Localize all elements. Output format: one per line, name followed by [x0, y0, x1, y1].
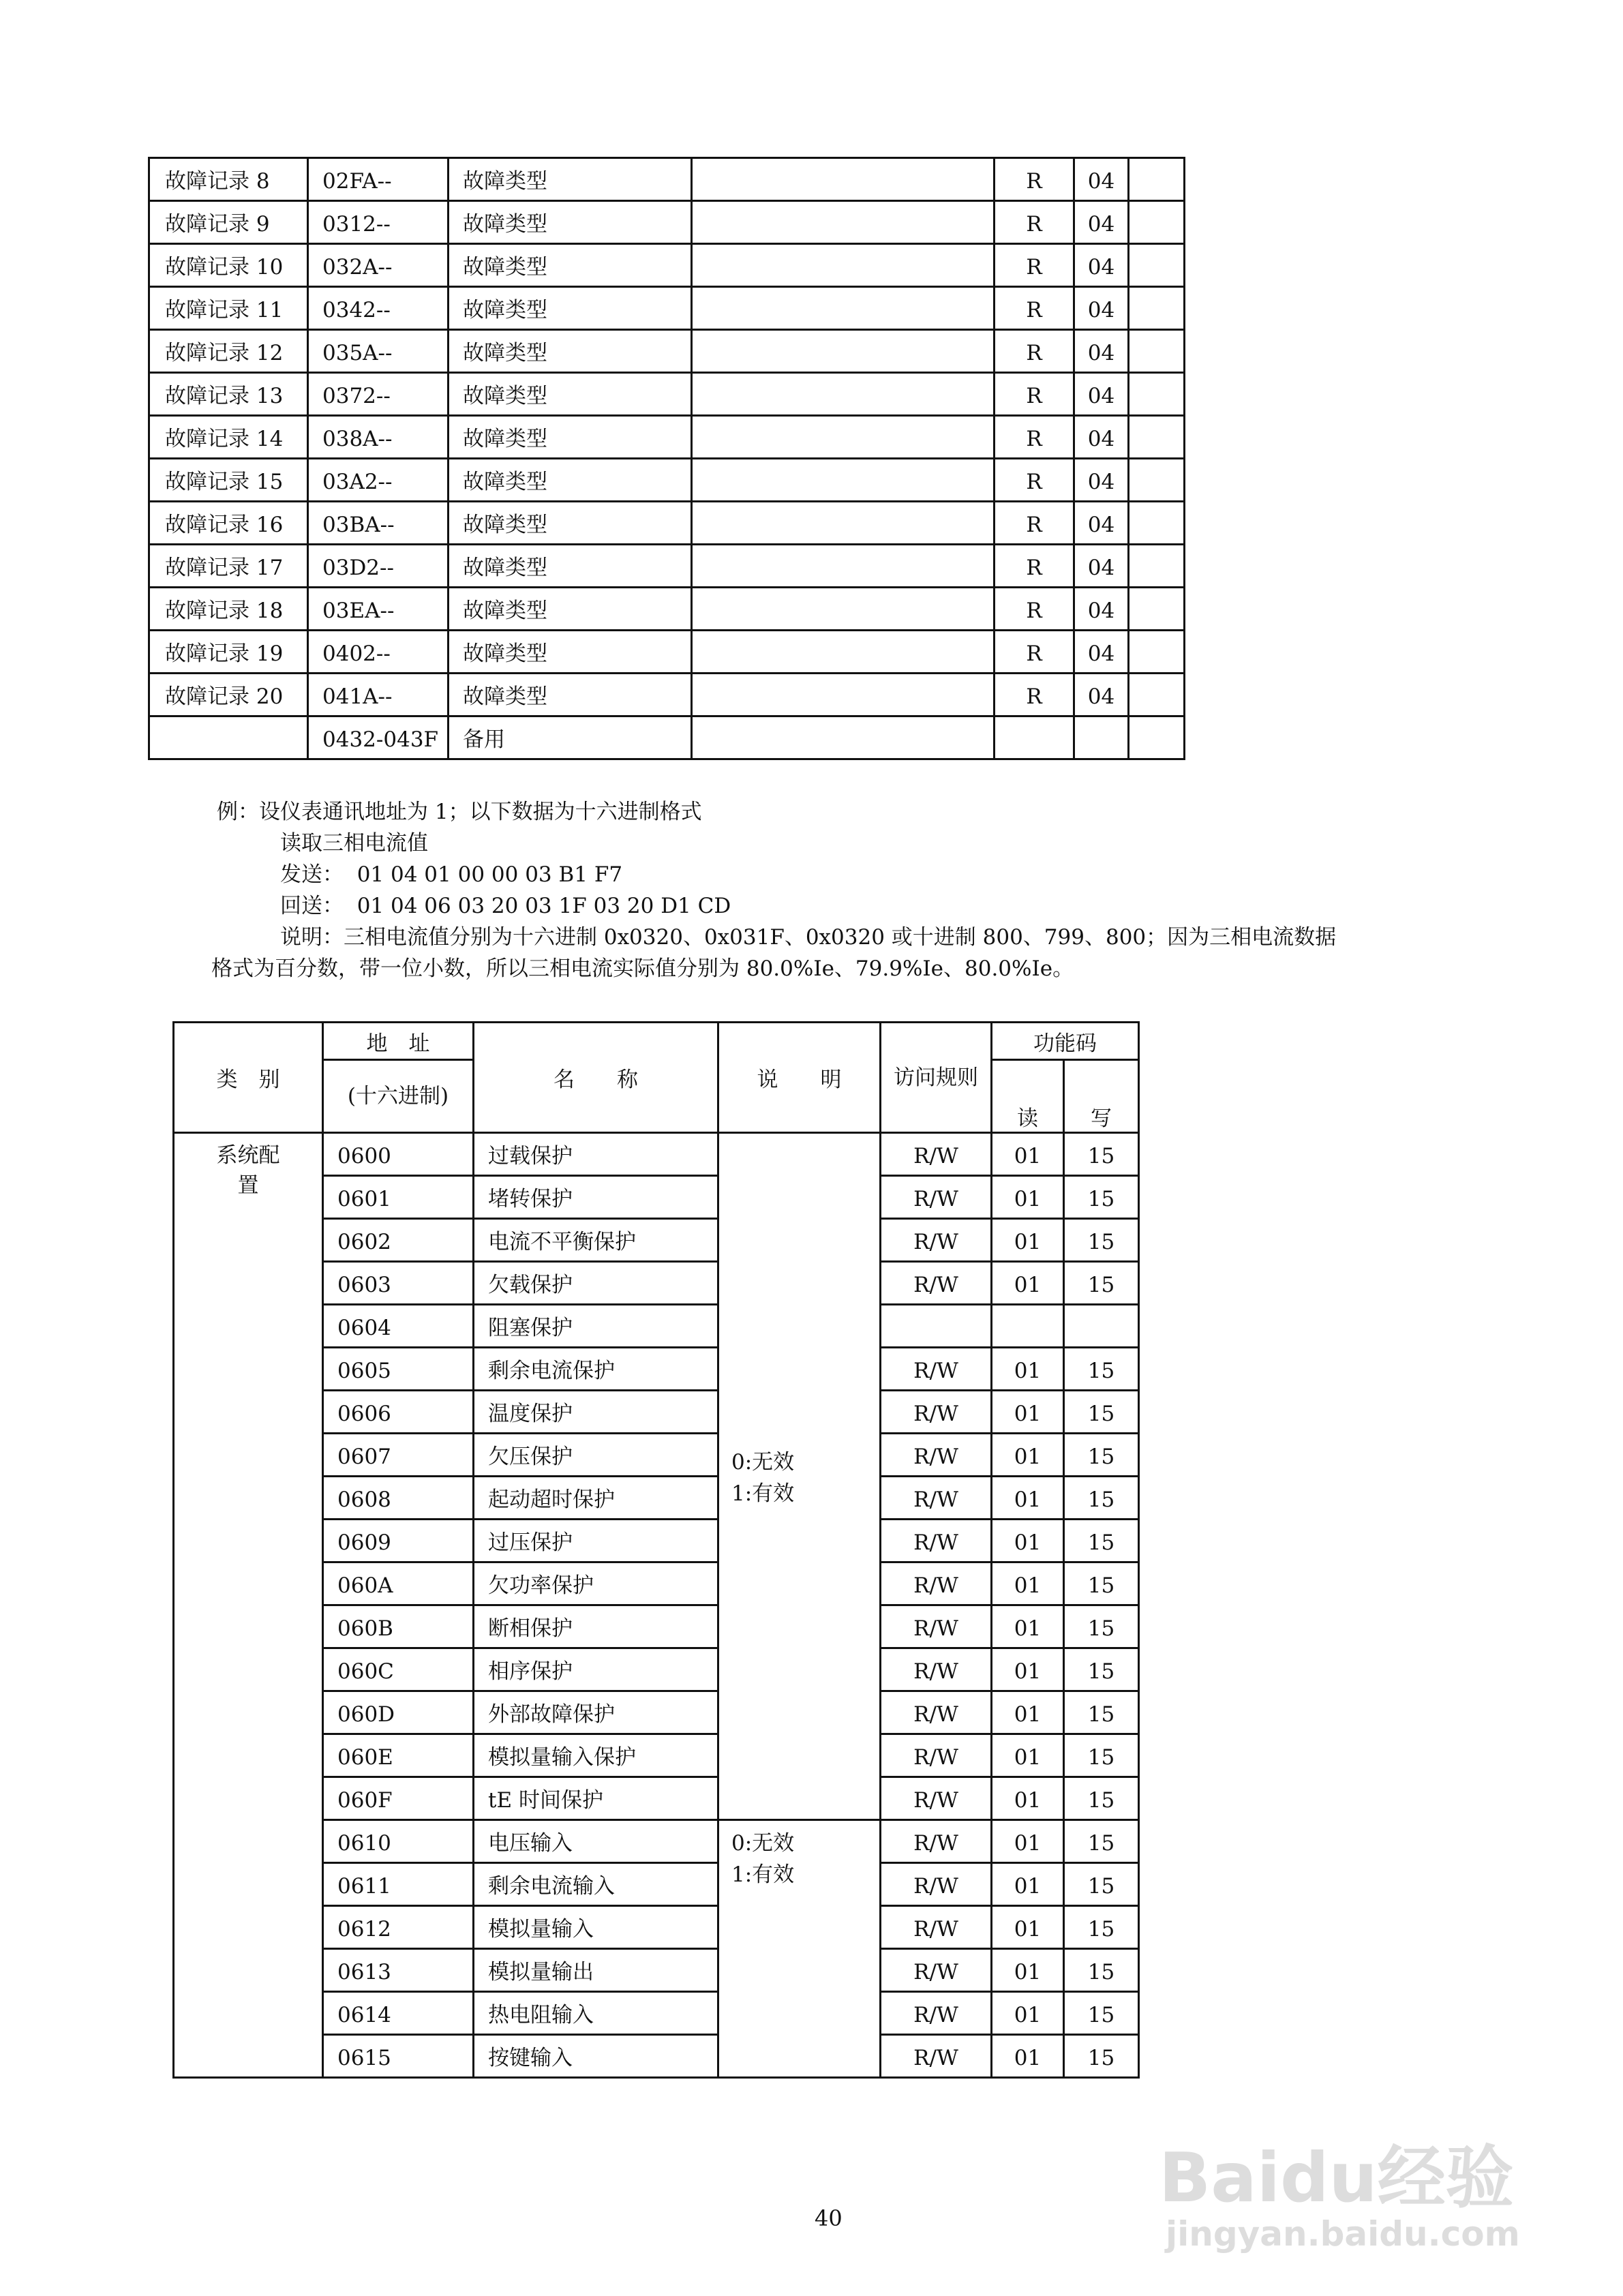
address: 060C — [323, 1648, 474, 1691]
access: R/W — [881, 1992, 992, 2035]
write-code — [1129, 373, 1185, 416]
name: 故障类型 — [449, 588, 692, 631]
read-code: 01 — [992, 1176, 1064, 1219]
description — [692, 459, 995, 502]
record-name: 故障记录 17 — [149, 545, 308, 588]
description — [692, 631, 995, 674]
description — [692, 502, 995, 545]
read-code: 04 — [1074, 502, 1129, 545]
read-code: 04 — [1074, 545, 1129, 588]
write-code — [1129, 244, 1185, 287]
access: R — [995, 373, 1074, 416]
note-line: 发送： 01 04 01 00 00 03 B1 F7 — [280, 862, 623, 887]
access: R — [995, 588, 1074, 631]
fault-record-table — [148, 157, 1185, 760]
note-line: 格式为百分数，带一位小数，所以三相电流实际值分别为 80.0%Ie、79.9%Ie、80.0%Ie。 — [211, 956, 1074, 981]
write-code — [1129, 459, 1185, 502]
read-code: 01 — [992, 1691, 1064, 1734]
address: 0611 — [323, 1863, 474, 1906]
access: R — [995, 201, 1074, 244]
access: R/W — [881, 1434, 992, 1477]
table-row — [149, 631, 1185, 674]
write-code — [1129, 716, 1185, 759]
read-code: 04 — [1074, 631, 1129, 674]
read-code: 04 — [1074, 459, 1129, 502]
write-code: 15 — [1064, 1391, 1139, 1434]
description — [692, 416, 995, 459]
access: R/W — [881, 1133, 992, 1176]
address: 0605 — [323, 1348, 474, 1391]
address: 032A-- — [308, 244, 449, 287]
write-code — [1129, 201, 1185, 244]
record-name: 故障记录 16 — [149, 502, 308, 545]
address: 0312-- — [308, 201, 449, 244]
write-code — [1129, 416, 1185, 459]
access: R/W — [881, 1477, 992, 1520]
access: R/W — [881, 1648, 992, 1691]
access: R — [995, 502, 1074, 545]
header-address-sub: (十六进制) — [323, 1060, 474, 1133]
name: tE 时间保护 — [474, 1777, 718, 1820]
table-row — [149, 287, 1185, 330]
name: 备用 — [449, 716, 692, 759]
access: R/W — [881, 1691, 992, 1734]
address: 060D — [323, 1691, 474, 1734]
read-code: 04 — [1074, 158, 1129, 201]
name: 故障类型 — [449, 158, 692, 201]
read-code: 01 — [992, 1992, 1064, 2035]
write-code: 15 — [1064, 1949, 1139, 1992]
access: R/W — [881, 1219, 992, 1262]
address: 0601 — [323, 1176, 474, 1219]
read-code: 01 — [992, 1477, 1064, 1520]
description — [692, 545, 995, 588]
read-code: 01 — [992, 1391, 1064, 1434]
name: 欠载保护 — [474, 1262, 718, 1305]
name: 模拟量输出 — [474, 1949, 718, 1992]
write-code: 15 — [1064, 1691, 1139, 1734]
table-row — [149, 416, 1185, 459]
name: 过载保护 — [474, 1133, 718, 1176]
write-code: 15 — [1064, 1219, 1139, 1262]
access: R/W — [881, 1777, 992, 1820]
watermark-brand: Baidu经验 — [1159, 2138, 1514, 2218]
record-name: 故障记录 12 — [149, 330, 308, 373]
table-row — [149, 244, 1185, 287]
table-row — [149, 716, 1185, 759]
name: 故障类型 — [449, 244, 692, 287]
address: 060A — [323, 1562, 474, 1605]
address: 0600 — [323, 1133, 474, 1176]
name: 故障类型 — [449, 373, 692, 416]
name: 断相保护 — [474, 1605, 718, 1648]
name: 故障类型 — [449, 502, 692, 545]
address: 03EA-- — [308, 588, 449, 631]
address: 0608 — [323, 1477, 474, 1520]
read-code: 01 — [992, 1734, 1064, 1777]
read-code: 01 — [992, 1863, 1064, 1906]
read-code: 01 — [992, 1777, 1064, 1820]
name: 故障类型 — [449, 631, 692, 674]
read-code: 01 — [992, 1562, 1064, 1605]
header-write: 写 — [1064, 1060, 1139, 1133]
access — [881, 1305, 992, 1348]
header-access: 访问规则 — [881, 1023, 992, 1133]
write-code — [1129, 502, 1185, 545]
address: 03BA-- — [308, 502, 449, 545]
table-row — [149, 373, 1185, 416]
record-name: 故障记录 8 — [149, 158, 308, 201]
access: R — [995, 158, 1074, 201]
address: 035A-- — [308, 330, 449, 373]
read-code: 04 — [1074, 201, 1129, 244]
access: R/W — [881, 1949, 992, 1992]
address: 0603 — [323, 1262, 474, 1305]
address: 041A-- — [308, 674, 449, 716]
address: 0615 — [323, 2035, 474, 2078]
description — [692, 201, 995, 244]
description: 0:无效 1:有效 — [718, 1133, 881, 1820]
system-config-table — [172, 1021, 1140, 2079]
read-code: 04 — [1074, 244, 1129, 287]
address: 038A-- — [308, 416, 449, 459]
name: 电流不平衡保护 — [474, 1219, 718, 1262]
description — [692, 373, 995, 416]
access: R — [995, 459, 1074, 502]
access: R/W — [881, 1906, 992, 1949]
address: 0607 — [323, 1434, 474, 1477]
read-code — [1074, 716, 1129, 759]
name: 欠功率保护 — [474, 1562, 718, 1605]
table-row — [174, 1133, 1139, 1176]
access — [995, 716, 1074, 759]
write-code: 15 — [1064, 1734, 1139, 1777]
note-line: 说明：三相电流值分别为十六进制 0x0320、0x031F、0x0320 或十进制 800、799、800；因为三相电流数据 — [280, 925, 1337, 950]
write-code — [1129, 287, 1185, 330]
access: R — [995, 545, 1074, 588]
address: 0432-043F — [308, 716, 449, 759]
record-name: 故障记录 11 — [149, 287, 308, 330]
write-code — [1129, 588, 1185, 631]
write-code: 15 — [1064, 1176, 1139, 1219]
table-row — [149, 201, 1185, 244]
access: R — [995, 244, 1074, 287]
description — [692, 244, 995, 287]
address: 0602 — [323, 1219, 474, 1262]
address: 03D2-- — [308, 545, 449, 588]
write-code — [1129, 330, 1185, 373]
access: R/W — [881, 1176, 992, 1219]
name: 故障类型 — [449, 674, 692, 716]
name: 热电阻输入 — [474, 1992, 718, 2035]
access: R — [995, 416, 1074, 459]
read-code: 04 — [1074, 373, 1129, 416]
address: 0402-- — [308, 631, 449, 674]
write-code: 15 — [1064, 1648, 1139, 1691]
write-code: 15 — [1064, 1863, 1139, 1906]
access: R/W — [881, 1262, 992, 1305]
access: R/W — [881, 1520, 992, 1562]
access: R/W — [881, 1348, 992, 1391]
name: 电压输入 — [474, 1820, 718, 1863]
example-note — [211, 796, 1337, 984]
read-code: 04 — [1074, 588, 1129, 631]
name: 剩余电流保护 — [474, 1348, 718, 1391]
name: 温度保护 — [474, 1391, 718, 1434]
address: 03A2-- — [308, 459, 449, 502]
header-category: 类 别 — [174, 1023, 323, 1133]
address: 0604 — [323, 1305, 474, 1348]
access: R/W — [881, 1863, 992, 1906]
name: 剩余电流输入 — [474, 1863, 718, 1906]
record-name: 故障记录 13 — [149, 373, 308, 416]
description — [692, 674, 995, 716]
watermark-url: jingyan.baidu.com — [1166, 2214, 1520, 2254]
read-code: 04 — [1074, 287, 1129, 330]
header-read: 读 — [992, 1060, 1064, 1133]
name: 相序保护 — [474, 1648, 718, 1691]
note-line: 例：设仪表通讯地址为 1；以下数据为十六进制格式 — [217, 800, 702, 824]
name: 堵转保护 — [474, 1176, 718, 1219]
read-code: 01 — [992, 1605, 1064, 1648]
header-address: 地 址 — [323, 1023, 474, 1060]
record-name: 故障记录 15 — [149, 459, 308, 502]
access: R — [995, 287, 1074, 330]
access: R/W — [881, 1562, 992, 1605]
record-name: 故障记录 19 — [149, 631, 308, 674]
description — [692, 330, 995, 373]
read-code — [992, 1305, 1064, 1348]
header-desc: 说 明 — [718, 1023, 881, 1133]
table-row — [149, 545, 1185, 588]
name: 模拟量输入 — [474, 1906, 718, 1949]
write-code: 15 — [1064, 1133, 1139, 1176]
access: R/W — [881, 1734, 992, 1777]
name: 故障类型 — [449, 330, 692, 373]
read-code: 01 — [992, 1906, 1064, 1949]
access: R — [995, 631, 1074, 674]
record-name: 故障记录 20 — [149, 674, 308, 716]
write-code: 15 — [1064, 1477, 1139, 1520]
write-code — [1129, 631, 1185, 674]
read-code: 01 — [992, 1648, 1064, 1691]
name: 故障类型 — [449, 459, 692, 502]
name: 模拟量输入保护 — [474, 1734, 718, 1777]
access: R/W — [881, 2035, 992, 2078]
access: R — [995, 674, 1074, 716]
name: 故障类型 — [449, 545, 692, 588]
address: 0372-- — [308, 373, 449, 416]
name: 按键输入 — [474, 2035, 718, 2078]
table-row — [149, 502, 1185, 545]
address: 0606 — [323, 1391, 474, 1434]
name: 起动超时保护 — [474, 1477, 718, 1520]
name: 欠压保护 — [474, 1434, 718, 1477]
write-code — [1129, 674, 1185, 716]
write-code: 15 — [1064, 1562, 1139, 1605]
read-code: 01 — [992, 1520, 1064, 1562]
write-code: 15 — [1064, 1820, 1139, 1863]
read-code: 01 — [992, 1820, 1064, 1863]
write-code: 15 — [1064, 1777, 1139, 1820]
access: R — [995, 330, 1074, 373]
access: R/W — [881, 1820, 992, 1863]
address: 060E — [323, 1734, 474, 1777]
name: 外部故障保护 — [474, 1691, 718, 1734]
record-name: 故障记录 14 — [149, 416, 308, 459]
write-code — [1129, 158, 1185, 201]
write-code — [1129, 545, 1185, 588]
write-code: 15 — [1064, 1605, 1139, 1648]
write-code: 15 — [1064, 2035, 1139, 2078]
header-name: 名 称 — [474, 1023, 718, 1133]
address: 0342-- — [308, 287, 449, 330]
write-code: 15 — [1064, 1520, 1139, 1562]
read-code: 01 — [992, 1949, 1064, 1992]
note-line: 回送： 01 04 06 03 20 03 1F 03 20 D1 CD — [280, 894, 731, 918]
address: 060B — [323, 1605, 474, 1648]
record-name: 故障记录 9 — [149, 201, 308, 244]
page-number: 40 — [815, 2205, 843, 2231]
record-name: 故障记录 10 — [149, 244, 308, 287]
read-code: 04 — [1074, 330, 1129, 373]
description — [692, 287, 995, 330]
record-name — [149, 716, 308, 759]
table-row — [149, 674, 1185, 716]
write-code: 15 — [1064, 1906, 1139, 1949]
read-code: 04 — [1074, 416, 1129, 459]
table-row — [149, 459, 1185, 502]
read-code: 04 — [1074, 674, 1129, 716]
header-funcode: 功能码 — [992, 1023, 1139, 1060]
table-row — [149, 588, 1185, 631]
read-code: 01 — [992, 1262, 1064, 1305]
description: 0:无效 1:有效 — [718, 1820, 881, 2078]
read-code: 01 — [992, 1219, 1064, 1262]
write-code — [1064, 1305, 1139, 1348]
table-row — [149, 330, 1185, 373]
address: 02FA-- — [308, 158, 449, 201]
write-code: 15 — [1064, 1262, 1139, 1305]
record-name: 故障记录 18 — [149, 588, 308, 631]
address: 0612 — [323, 1906, 474, 1949]
read-code: 01 — [992, 1348, 1064, 1391]
description — [692, 716, 995, 759]
access: R/W — [881, 1605, 992, 1648]
name: 故障类型 — [449, 416, 692, 459]
table-row — [149, 158, 1185, 201]
read-code: 01 — [992, 2035, 1064, 2078]
address: 060F — [323, 1777, 474, 1820]
read-code: 01 — [992, 1434, 1064, 1477]
access: R/W — [881, 1391, 992, 1434]
address: 0609 — [323, 1520, 474, 1562]
read-code: 01 — [992, 1133, 1064, 1176]
write-code: 15 — [1064, 1992, 1139, 2035]
write-code: 15 — [1064, 1348, 1139, 1391]
description — [692, 158, 995, 201]
address: 0614 — [323, 1992, 474, 2035]
name: 过压保护 — [474, 1520, 718, 1562]
write-code: 15 — [1064, 1434, 1139, 1477]
address: 0613 — [323, 1949, 474, 1992]
name: 阻塞保护 — [474, 1305, 718, 1348]
category-cell: 系统配置 — [174, 1133, 323, 2078]
baidu-watermark — [1159, 2138, 1520, 2254]
address: 0610 — [323, 1820, 474, 1863]
note-line: 读取三相电流值 — [280, 831, 428, 856]
description — [692, 588, 995, 631]
name: 故障类型 — [449, 201, 692, 244]
name: 故障类型 — [449, 287, 692, 330]
